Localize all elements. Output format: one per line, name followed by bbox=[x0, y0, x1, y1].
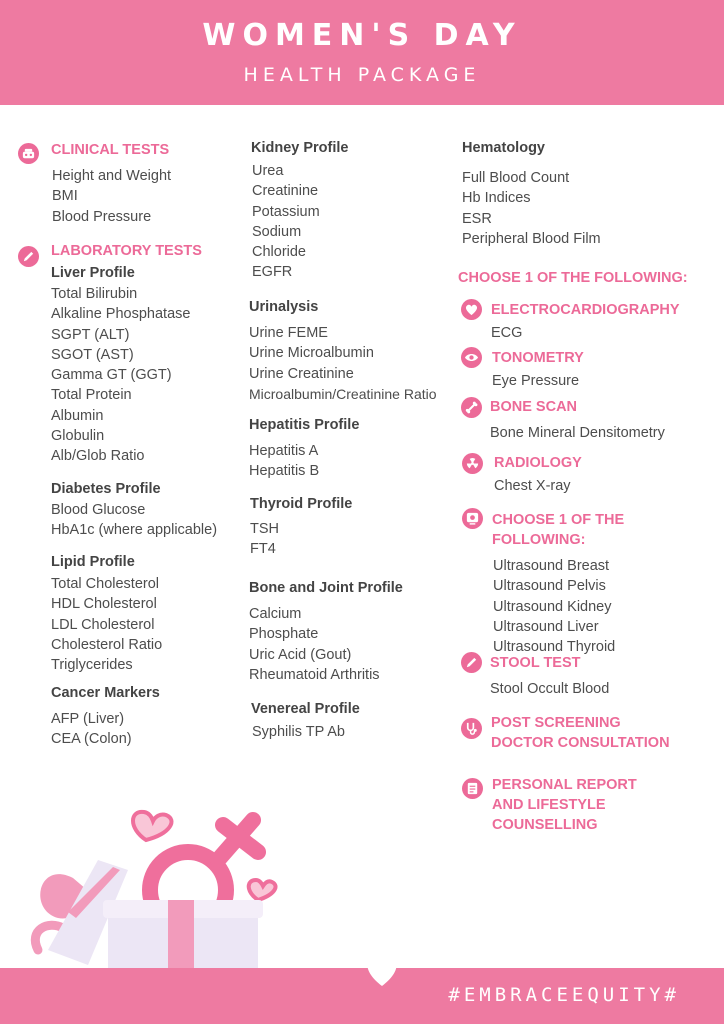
list-item: Hepatitis B bbox=[249, 463, 320, 480]
eye-icon bbox=[461, 347, 482, 368]
list-item: Sodium bbox=[252, 223, 302, 240]
report-icon bbox=[462, 778, 483, 799]
clinical-tests-heading: CLINICAL TESTS bbox=[51, 142, 170, 158]
list-item: Total Bilirubin bbox=[51, 286, 138, 302]
personal-report-heading-line2: AND LIFESTYLE bbox=[492, 797, 606, 813]
ultrasound-choose-heading: CHOOSE 1 OF THE FOLLOWING: bbox=[492, 512, 625, 548]
clinical-tests-section bbox=[51, 140, 171, 227]
list-item: FT4 bbox=[250, 541, 276, 558]
venereal-profile-section bbox=[251, 699, 451, 742]
bone-scan-heading: BONE SCAN bbox=[490, 399, 578, 415]
list-item: Ultrasound Liver bbox=[493, 618, 599, 635]
pencil-icon bbox=[18, 246, 39, 267]
list-item: Peripheral Blood Film bbox=[462, 230, 601, 247]
radiology-section bbox=[494, 453, 704, 496]
pencil-icon bbox=[461, 652, 482, 673]
list-item: Total Cholesterol bbox=[51, 576, 159, 592]
list-item: Ultrasound Breast bbox=[493, 558, 610, 574]
hematology-heading: Hematology bbox=[462, 140, 545, 156]
bone-joint-profile-heading: Bone and Joint Profile bbox=[249, 580, 403, 596]
list-item: Height and Weight bbox=[52, 168, 172, 184]
list-item: Phosphate bbox=[249, 626, 319, 643]
list-item: Triglycerides bbox=[51, 657, 133, 674]
list-item: Hepatitis A bbox=[249, 443, 319, 459]
page-subtitle: HEALTH PACKAGE bbox=[243, 64, 481, 86]
heart-icon bbox=[461, 299, 482, 320]
heart-icon bbox=[362, 950, 402, 990]
list-item: EGFR bbox=[252, 264, 293, 281]
cancer-markers-section bbox=[51, 683, 241, 750]
list-item: LDL Cholesterol bbox=[51, 616, 155, 633]
list-item: Chloride bbox=[252, 244, 306, 261]
list-item: Albumin bbox=[51, 407, 104, 424]
hematology-section bbox=[462, 138, 702, 249]
thyroid-profile-heading: Thyroid Profile bbox=[250, 496, 353, 512]
list-item: Hb Indices bbox=[462, 190, 531, 207]
bone-icon bbox=[461, 397, 482, 418]
list-item: Ultrasound Pelvis bbox=[493, 578, 606, 595]
ultrasound-section bbox=[492, 510, 720, 657]
ecg-heading: ELECTROCARDIOGRAPHY bbox=[491, 302, 680, 318]
bone-scan-section bbox=[490, 397, 715, 443]
list-item: Total Protein bbox=[51, 387, 132, 404]
thyroid-profile-section bbox=[250, 494, 450, 560]
stool-test-heading: STOOL TEST bbox=[490, 655, 581, 671]
choose-one-section bbox=[458, 268, 718, 288]
list-item: Creatinine bbox=[252, 183, 319, 200]
list-item: Chest X-ray bbox=[494, 478, 571, 494]
stethoscope-icon bbox=[461, 718, 482, 739]
stool-test-section bbox=[490, 653, 710, 699]
urinalysis-section bbox=[249, 297, 459, 404]
post-screening-heading-line1: POST SCREENING bbox=[491, 715, 621, 731]
page-title: WOMEN'S DAY bbox=[202, 18, 522, 53]
list-item: Blood Pressure bbox=[52, 208, 152, 225]
liver-profile-heading: Liver Profile bbox=[51, 265, 135, 281]
list-item: Urine Creatinine bbox=[249, 365, 354, 382]
list-item: Rheumatoid Arthritis bbox=[249, 666, 380, 683]
cancer-markers-heading: Cancer Markers bbox=[51, 685, 160, 701]
list-item: AFP (Liver) bbox=[51, 711, 125, 727]
post-screening-section bbox=[491, 713, 711, 753]
list-item: Ultrasound Thyroid bbox=[493, 639, 616, 656]
tonometry-section bbox=[492, 348, 702, 391]
radiation-icon bbox=[462, 453, 483, 474]
gift-box-illustration bbox=[18, 800, 288, 970]
list-item: Urine Microalbumin bbox=[249, 345, 374, 362]
personal-report-section bbox=[492, 775, 712, 835]
list-item: Bone Mineral Densitometry bbox=[490, 425, 665, 441]
list-item: SGOT (AST) bbox=[51, 346, 134, 363]
list-item: CEA (Colon) bbox=[51, 731, 132, 748]
list-item: Globulin bbox=[51, 428, 105, 445]
choose-one-heading: CHOOSE 1 OF THE FOLLOWING: bbox=[458, 270, 688, 286]
list-item: TSH bbox=[250, 521, 279, 537]
list-item: SGPT (ALT) bbox=[51, 326, 130, 343]
list-item: Gamma GT (GGT) bbox=[51, 367, 172, 384]
list-item: ECG bbox=[491, 325, 523, 341]
ultrasound-icon bbox=[462, 508, 483, 529]
list-item: Potassium bbox=[252, 203, 320, 220]
laboratory-tests-heading: LABORATORY TESTS bbox=[51, 243, 202, 259]
list-item: Urea bbox=[252, 163, 284, 179]
hepatitis-profile-section bbox=[249, 415, 449, 482]
list-item: Cholesterol Ratio bbox=[51, 636, 163, 653]
urinalysis-heading: Urinalysis bbox=[249, 299, 319, 315]
list-item: HbA1c (where applicable) bbox=[51, 522, 218, 539]
list-item: HDL Cholesterol bbox=[51, 596, 157, 613]
list-item: Uric Acid (Gout) bbox=[249, 646, 352, 663]
kidney-profile-heading: Kidney Profile bbox=[251, 140, 349, 156]
list-item: Urine FEME bbox=[249, 325, 328, 341]
list-item: Eye Pressure bbox=[492, 373, 580, 389]
list-item: Alkaline Phosphatase bbox=[51, 306, 191, 323]
list-item: ESR bbox=[462, 210, 492, 227]
lipid-profile-section bbox=[51, 552, 241, 675]
hepatitis-profile-heading: Hepatitis Profile bbox=[249, 417, 360, 433]
tonometry-heading: TONOMETRY bbox=[492, 350, 584, 366]
list-item: Ultrasound Kidney bbox=[493, 598, 612, 615]
venereal-profile-heading: Venereal Profile bbox=[251, 701, 360, 717]
clinical-icon bbox=[18, 143, 39, 164]
laboratory-tests-section bbox=[51, 241, 202, 261]
list-item: Alb/Glob Ratio bbox=[51, 448, 145, 465]
list-item: Blood Glucose bbox=[51, 502, 146, 518]
diabetes-profile-heading: Diabetes Profile bbox=[51, 481, 161, 497]
radiology-heading: RADIOLOGY bbox=[494, 455, 582, 471]
bone-joint-profile-section bbox=[249, 578, 449, 685]
list-item: BMI bbox=[52, 188, 78, 205]
list-item: Full Blood Count bbox=[462, 170, 570, 186]
diabetes-profile-section bbox=[51, 479, 241, 541]
hashtag-text: #EMBRACEEQUITY# bbox=[448, 984, 680, 1006]
liver-profile-section bbox=[51, 263, 241, 467]
lipid-profile-heading: Lipid Profile bbox=[51, 554, 135, 570]
personal-report-heading-line1: PERSONAL REPORT bbox=[492, 777, 637, 793]
list-item: Microalbumin/Creatinine Ratio bbox=[249, 385, 437, 402]
list-item: Calcium bbox=[249, 606, 302, 622]
list-item: Syphilis TP Ab bbox=[252, 724, 345, 740]
list-item: Stool Occult Blood bbox=[490, 681, 610, 697]
kidney-profile-section bbox=[251, 138, 451, 283]
post-screening-heading-line2: DOCTOR CONSULTATION bbox=[491, 735, 670, 751]
ecg-section bbox=[491, 300, 701, 343]
personal-report-heading-line3: COUNSELLING bbox=[492, 817, 598, 833]
